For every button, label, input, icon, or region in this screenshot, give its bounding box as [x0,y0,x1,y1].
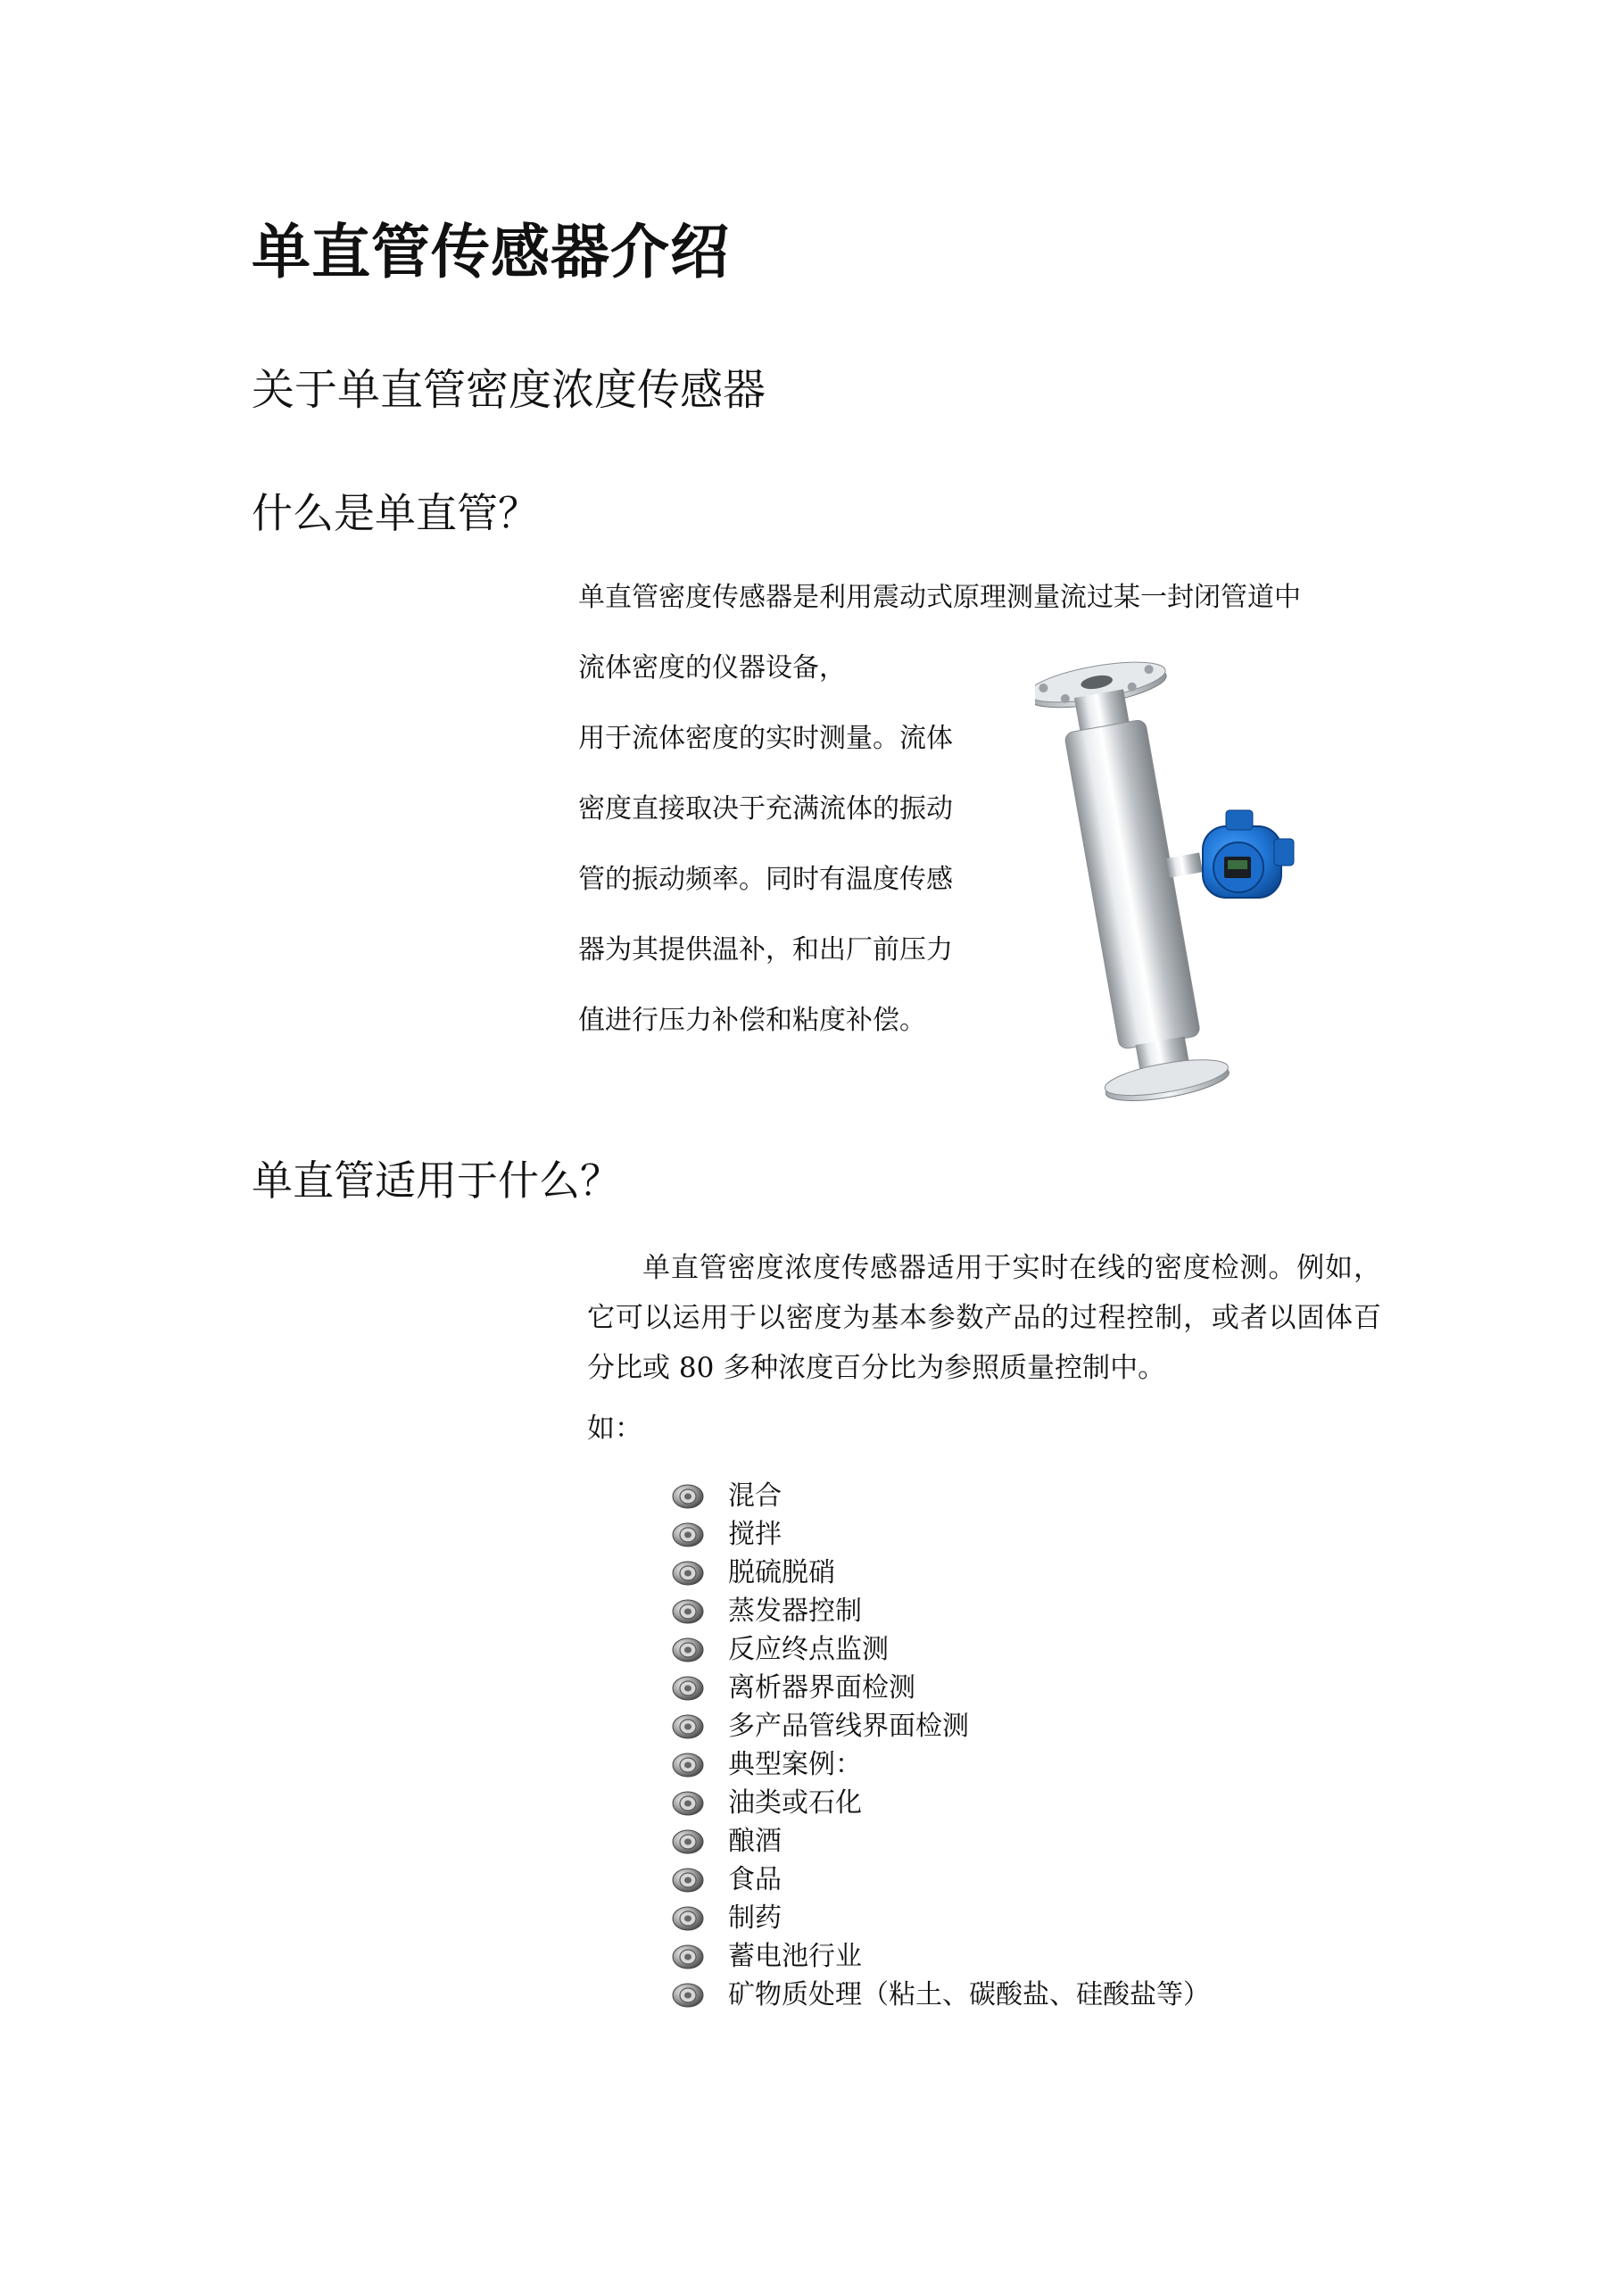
list-item [671,1477,1210,1515]
usage-paragraph: 单直管密度浓度传感器适用于实时在线的密度检测。例如，它可以运用于以密度为基本参数产品的过程控制，或者以固体百分比或 80 多种浓度百分比为参照质量控制中。 [587,1252,1381,1384]
bullet-icon [671,1521,705,1548]
bullet-icon [671,1598,705,1625]
list-item [671,1899,1210,1937]
sensor-product-image [1035,634,1338,1107]
usage-intro: 如： [587,1413,642,1445]
intro-line: 器为其提供温补，和出厂前压力 [578,934,953,966]
list-item [671,1592,1210,1630]
list-item-text: 制药 [728,1902,782,1934]
bullet-icon [671,1713,705,1740]
section-heading-what: 什么是单直管？ [252,489,539,537]
list-item [671,1937,1210,1976]
list-item-text: 矿物质处理（粘土、碳酸盐、硅酸盐等） [728,1979,1210,2010]
page-title: 单直管传感器介绍 [252,218,730,286]
bullet-icon [671,1790,705,1817]
bullet-icon [671,1828,705,1855]
transmitter-housing [1203,810,1294,898]
list-item-text: 离析器界面检测 [728,1672,915,1703]
list-item-text: 多产品管线界面检测 [728,1711,969,1742]
list-item [671,1745,1210,1784]
bullet-icon [671,1982,705,2009]
list-item-text: 蓄电池行业 [728,1941,862,1972]
list-item [671,1669,1210,1707]
list-item [671,1861,1210,1899]
bullet-icon [671,1675,705,1702]
list-item-text: 食品 [728,1864,782,1895]
list-item [671,1515,1210,1554]
intro-line: 值进行压力补偿和粘度补偿。 [578,1005,926,1036]
intro-line: 流体密度的仪器设备， [578,652,846,684]
bullet-icon [671,1637,705,1663]
application-list [671,1477,1210,2014]
intro-line: 管的振动频率。同时有温度传感 [578,864,953,895]
list-item-text: 油类或石化 [728,1787,862,1819]
intro-line: 单直管密度传感器是利用震动式原理测量流过某一封闭管道中 [578,582,1301,613]
list-item-text: 蒸发器控制 [728,1596,862,1627]
list-item-text: 典型案例： [728,1749,862,1780]
bullet-icon [671,1944,705,1970]
list-item-text: 酿酒 [728,1826,782,1857]
list-item-text: 混合 [728,1480,782,1512]
list-item [671,1784,1210,1822]
bullet-icon [671,1867,705,1894]
list-item [671,1976,1210,2014]
list-item [671,1630,1210,1669]
subtitle: 关于单直管密度浓度传感器 [252,365,766,415]
list-item-text: 搅拌 [728,1519,782,1550]
list-item-text: 脱硫脱硝 [728,1557,835,1588]
intro-line: 密度直接取决于充满流体的振动 [578,793,953,825]
section-heading-use: 单直管适用于什么？ [252,1156,621,1205]
list-item [671,1822,1210,1861]
bullet-icon [671,1752,705,1778]
bullet-icon [671,1560,705,1587]
bullet-icon [671,1483,705,1510]
list-item [671,1707,1210,1745]
list-item-text: 反应终点监测 [728,1634,889,1665]
intro-line: 用于流体密度的实时测量。流体 [578,723,953,754]
bullet-icon [671,1905,705,1932]
list-item [671,1554,1210,1592]
